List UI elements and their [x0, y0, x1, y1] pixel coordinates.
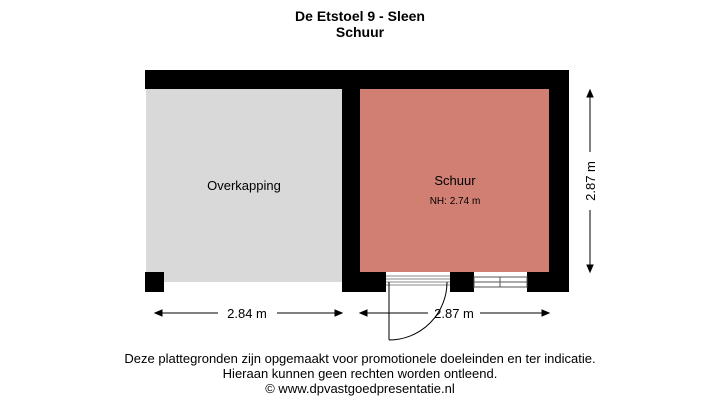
- bottom-wall-mid: [450, 272, 474, 292]
- left-post: [145, 272, 164, 292]
- schuur-depth-label: 2.87 m: [583, 161, 598, 201]
- window: [474, 277, 527, 287]
- bottom-wall-right: [527, 272, 569, 292]
- right-wall: [549, 70, 569, 292]
- schuur-width-label: 2.87 m: [434, 306, 474, 321]
- schuur-label: Schuur: [434, 173, 476, 188]
- schuur-height-label: NH: 2.74 m: [429, 196, 481, 207]
- plan-title: De Etstoel 9 - Sleen: [295, 8, 425, 24]
- disclaimer-line-2: Hieraan kunnen geen rechten worden ontleend.: [222, 366, 498, 381]
- bottom-wall-left: [350, 272, 386, 292]
- plan-subtitle: Schuur: [335, 24, 385, 40]
- overkapping-label: Overkapping: [207, 178, 281, 193]
- overkapping-width-label: 2.84 m: [227, 306, 267, 321]
- middle-wall: [342, 70, 360, 292]
- copyright-line: © www.dpvastgoedpresentatie.nl: [265, 381, 455, 396]
- disclaimer-line-1: Deze plattegronden zijn opgemaakt voor promotionele doeleinden en ter indicatie.: [124, 351, 596, 366]
